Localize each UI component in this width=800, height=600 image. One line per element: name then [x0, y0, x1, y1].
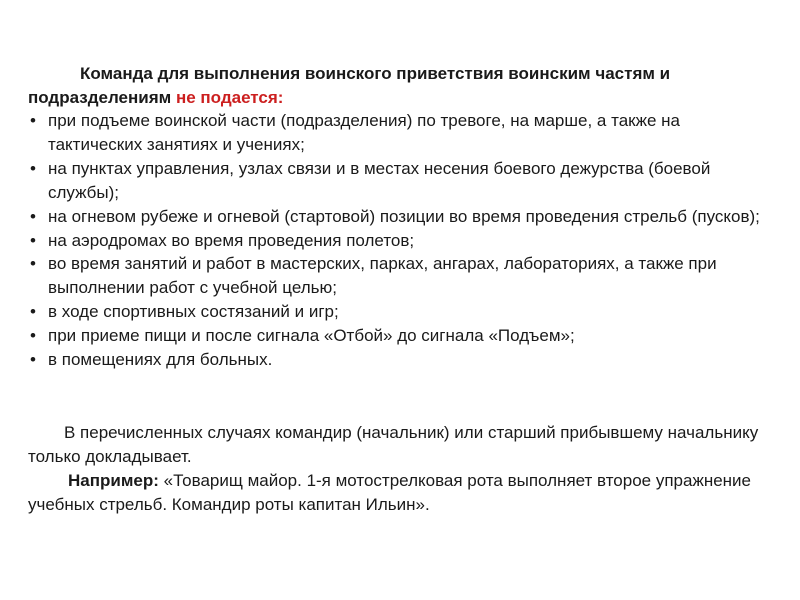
exceptions-list [28, 109, 778, 372]
heading-red-text: не подается: [175, 88, 284, 107]
list-item [28, 324, 778, 348]
list-item [28, 348, 778, 372]
list-item [28, 229, 778, 253]
list-item-text: при подъеме воинской части (подразделения) по тревоге, на марше, а также на тактических занятиях и учениях; [48, 111, 680, 154]
bullet-icon: • [30, 158, 36, 178]
bullet-icon: • [30, 326, 36, 346]
list-item [28, 300, 778, 324]
bullet-icon: • [30, 350, 36, 370]
heading-text: Команда для выполнения воинского приветствия воинским частям и подразделениям [28, 64, 671, 107]
bullet-icon: • [30, 230, 36, 250]
bullet-icon: • [30, 111, 36, 130]
report-paragraph: В перечисленных случаях командир (начальник) или старший прибывшему начальнику только докладывает. [28, 423, 759, 466]
list-item-text: во время занятий и работ в мастерских, парках, ангарах, лабораториях, а также при выполнении работ с учебной целью; [48, 254, 717, 298]
list-item [28, 109, 778, 157]
bullet-icon: • [30, 302, 36, 322]
list-item-text: на огневом рубеже и огневой (стартовой) позиции во время проведения стрельб (пусков); [48, 206, 760, 226]
example-paragraph [28, 469, 778, 517]
list-item [28, 252, 778, 300]
list-item-text: на аэродромах во время проведения полетов; [48, 230, 415, 250]
example-label: Например: [68, 471, 159, 490]
example-text: «Товарищ майор. 1-я мотострелковая рота выполняет второе упражнение учебных стрельб. Командир роты капитан Ильин». [28, 471, 752, 514]
list-item-text: в ходе спортивных состязаний и игр; [48, 302, 339, 322]
list-item [28, 157, 778, 205]
list-item-text: на пунктах управления, узлах связи и в местах несения боевого дежурства (боевой службы); [48, 158, 711, 202]
list-item [28, 205, 778, 229]
list-item-text: при приеме пищи и после сигнала «Отбой» до сигнала «Подъем»; [48, 326, 575, 346]
bullet-icon: • [30, 254, 36, 274]
list-item-text: в помещениях для больных. [48, 350, 273, 370]
slide-heading [28, 62, 778, 110]
bullet-icon: • [30, 206, 36, 226]
